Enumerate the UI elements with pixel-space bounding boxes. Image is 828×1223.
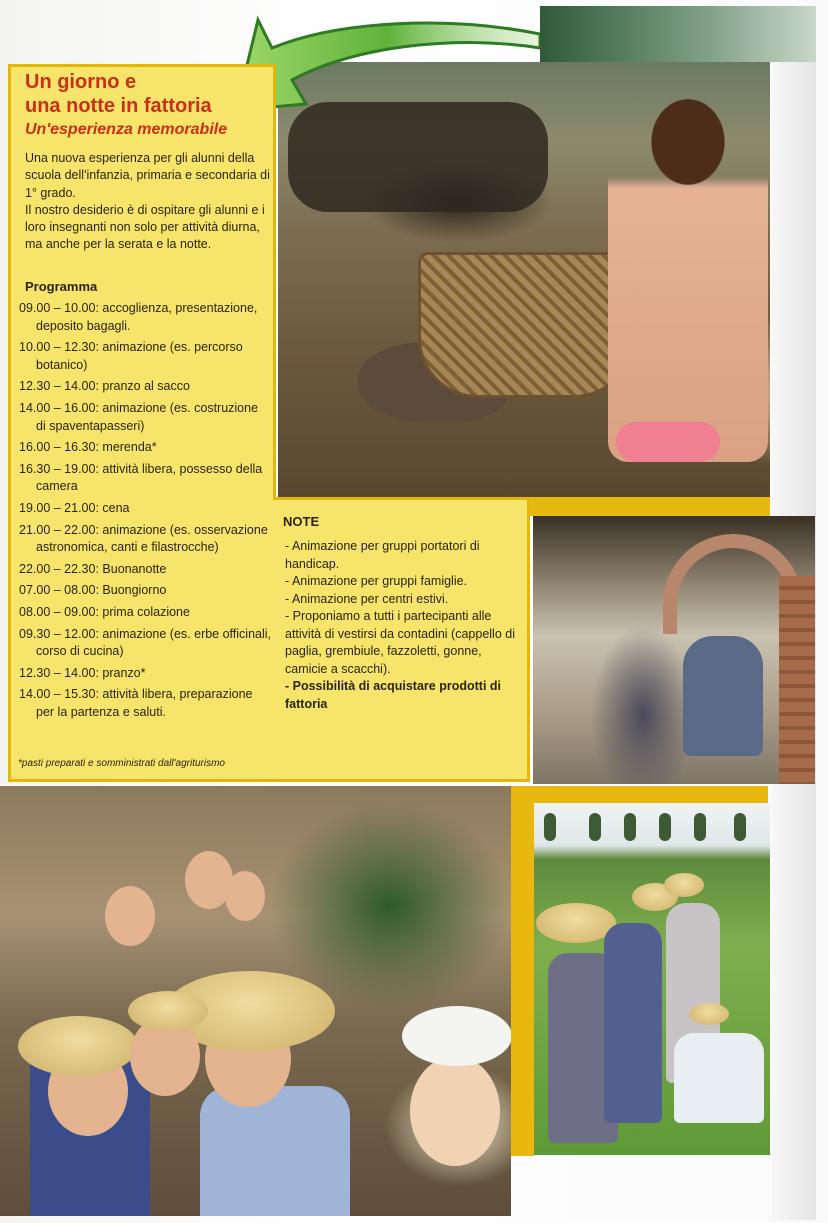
photo-girl xyxy=(608,82,768,462)
photo-white-cap xyxy=(402,1006,511,1066)
program-item: 16.00 – 16.30: merenda* xyxy=(19,440,157,455)
program-item: 07.00 – 08.00: Buongiorno xyxy=(19,583,167,598)
photo-scarecrow xyxy=(683,636,763,756)
program-item: 14.00 – 16.00: animazione (es. costruzione di spaventapasseri) xyxy=(19,400,259,433)
photo-children-straw-hats xyxy=(0,786,511,1216)
program-item: 08.00 – 09.00: prima colazione xyxy=(19,604,190,619)
photo-straw-hat xyxy=(689,1003,729,1025)
photo-column xyxy=(779,576,815,784)
photo-tree xyxy=(624,813,636,841)
photo-tree xyxy=(544,813,556,841)
program-item: 10.00 – 12.30: animazione (es. percorso botanico) xyxy=(19,340,243,372)
photo-adult-face xyxy=(105,886,155,946)
gold-divider xyxy=(530,497,770,516)
program-item: 14.00 – 15.30: attività libera, preparazione per la partenza e saluti. xyxy=(19,687,253,719)
note-item: - Animazione per centri estivi. xyxy=(285,591,449,606)
program-item: 16.30 – 19.00: attività libera, possesso della camera xyxy=(19,461,263,494)
note-item: - Animazione per gruppi portatori di handicap. xyxy=(285,539,480,571)
intro-paragraph-2: Il nostro desiderio è di ospitare gli alunni e i loro insegnanti non solo per attività diurna, ma anche per la serata e la notte. xyxy=(25,202,265,252)
program-heading: Programma xyxy=(25,279,98,294)
photo-straw-hat xyxy=(18,1016,138,1076)
photo-tree xyxy=(734,813,746,841)
program-item: 12.30 – 14.00: pranzo al sacco xyxy=(19,379,190,394)
intro-paragraph-1: Una nuova esperienza per gli alunni della scuola dell'infanzia, primaria e secondaria di 1° grado. xyxy=(25,151,270,200)
photo-adult-face xyxy=(225,871,265,921)
header-photo-strip xyxy=(540,6,816,62)
program-item: 21.00 – 22.00: animazione (es. osservazione astronomica, canti e filastrocche) xyxy=(19,522,268,555)
page-title xyxy=(25,70,275,118)
photo-children-porch xyxy=(533,516,815,784)
program-item: 19.00 – 21.00: cena xyxy=(19,500,130,515)
intro-text xyxy=(25,150,270,254)
program-list xyxy=(19,300,271,725)
program-item: 09.00 – 10.00: accoglienza, presentazione, deposito bagagli. xyxy=(19,301,258,333)
program-footnote: *pasti preparati e somministrati dall'agriturismo xyxy=(18,758,225,769)
photo-child xyxy=(604,923,662,1123)
note-item: - Proponiamo a tutti i partecipanti alle attività di vestirsi da contadini (cappello di paglia, grembiule, fazzoletti, gonne, camicie a scacchi). xyxy=(285,609,515,676)
green-arrow-icon xyxy=(230,14,540,144)
photo-child-shirt xyxy=(200,1086,350,1216)
note-item-bold: - Possibilità di acquistare prodotti di fattoria xyxy=(285,679,501,711)
title-line-1: Un giorno e xyxy=(25,71,137,93)
gold-divider xyxy=(534,786,768,803)
page-subtitle: Un'esperienza memorabile xyxy=(25,121,228,138)
title-line-2: una notte in fattoria xyxy=(25,95,212,117)
note-heading: NOTE xyxy=(283,514,320,529)
photo-straw-hat xyxy=(664,873,704,897)
photo-tree xyxy=(694,813,706,841)
program-item: 09.30 – 12.00: animazione (es. erbe officinali, corso di cucina) xyxy=(19,626,272,659)
photo-tree xyxy=(589,813,601,841)
photo-pink-shoe xyxy=(616,422,720,462)
photo-children-field xyxy=(534,803,770,1155)
photo-straw-hat xyxy=(128,991,208,1031)
gold-divider xyxy=(511,786,534,1156)
program-item: 22.00 – 22.30: Buonanotte xyxy=(19,561,167,576)
program-item: 12.30 – 14.00: pranzo* xyxy=(19,665,146,680)
photo-tree xyxy=(659,813,671,841)
photo-basket xyxy=(418,252,634,398)
note-list xyxy=(285,538,525,713)
photo-child xyxy=(674,1033,764,1123)
photo-child-face xyxy=(410,1056,500,1166)
note-item: - Animazione per gruppi famiglie. xyxy=(285,574,468,588)
